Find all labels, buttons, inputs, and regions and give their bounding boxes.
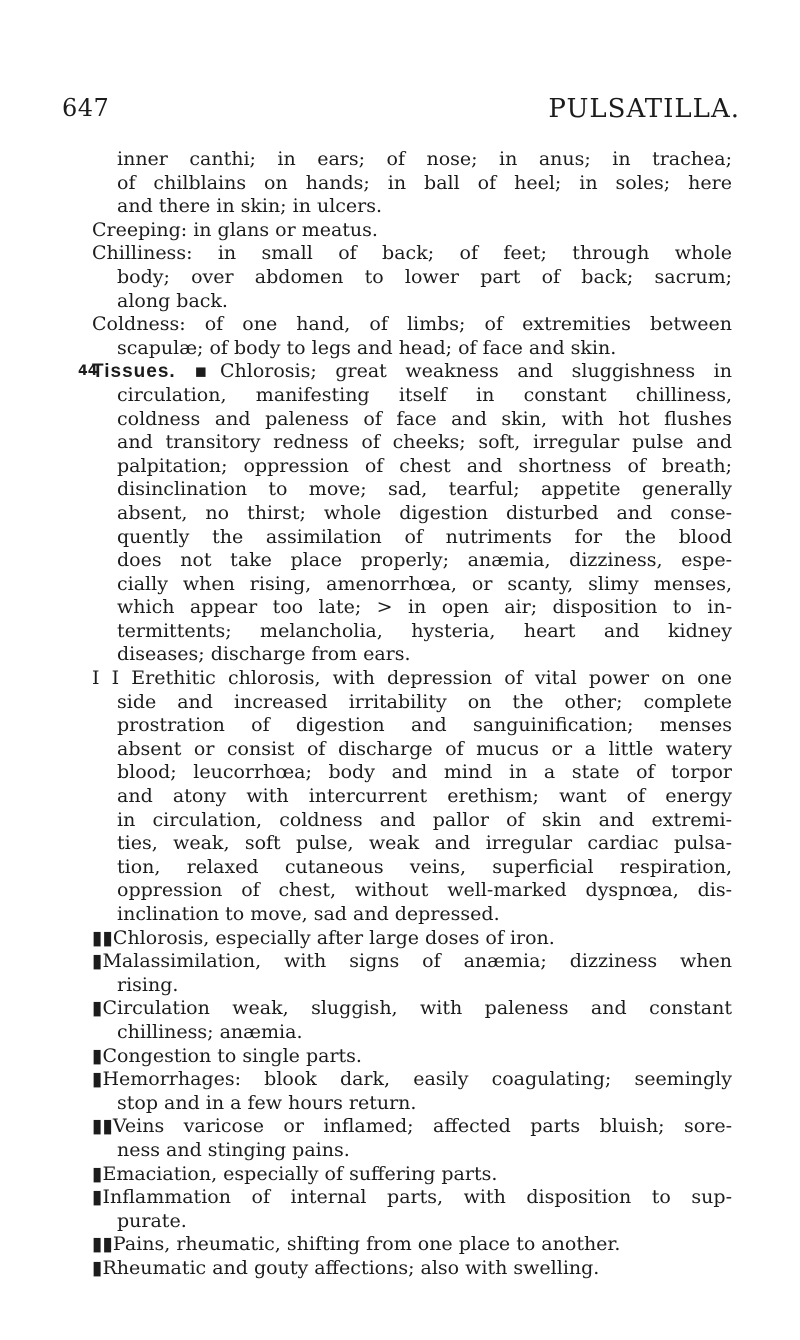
line-text: termittents; melancholia, hysteria, heart and kidney xyxy=(117,619,732,642)
line-text: ▮▮Chlorosis, especially after large doses of iron. xyxy=(92,926,555,949)
line-text: scapulæ; of body to legs and head; of face and skin. xyxy=(117,336,617,359)
line-text: cially when rising, amenorrhœa, or scanty, slimy menses, xyxy=(117,572,732,595)
line-text: prostration of digestion and sanguinification; menses xyxy=(117,714,732,737)
text-line xyxy=(92,997,732,1021)
text-line xyxy=(92,172,732,196)
line-text: absent, no thirst; whole digestion disturbed and conse- xyxy=(117,501,732,524)
text-line xyxy=(92,431,732,455)
line-text: ▮Congestion to single parts. xyxy=(92,1044,362,1067)
line-text: ▮Circulation weak, sluggish, with paleness and constant xyxy=(92,997,732,1020)
text-line xyxy=(92,809,732,833)
running-title: PULSATILLA. xyxy=(548,94,740,124)
line-text: ▮Rheumatic and gouty affections; also with swelling. xyxy=(92,1256,600,1279)
section-heading: Tissues. xyxy=(92,361,195,383)
text-line xyxy=(92,620,732,644)
text-line xyxy=(92,714,732,738)
line-text: circulation, manifesting itself in constant chilliness, xyxy=(117,383,732,406)
text-line xyxy=(92,219,732,243)
line-text: purate. xyxy=(117,1209,187,1232)
text-line xyxy=(92,455,732,479)
text-line xyxy=(92,1115,732,1139)
line-text: Chilliness: in small of back; of feet; through whole xyxy=(92,242,732,265)
page-header xyxy=(62,94,740,128)
text-line xyxy=(92,1021,732,1045)
text-line xyxy=(92,1257,732,1281)
text-line xyxy=(92,502,732,526)
text-line xyxy=(92,1045,732,1069)
text-line xyxy=(92,927,732,951)
text-line xyxy=(92,856,732,880)
text-line xyxy=(92,903,732,927)
line-text: ▮▮Pains, rheumatic, shifting from one place to another. xyxy=(92,1233,621,1256)
line-text: ▮▮Veins varicose or inflamed; affected parts bluish; sore- xyxy=(92,1115,732,1138)
line-text: and atony with intercurrent erethism; want of energy xyxy=(117,785,732,808)
text-line xyxy=(92,1068,732,1092)
text-line xyxy=(92,384,732,408)
line-text: inner canthi; in ears; of nose; in anus; in trachea; xyxy=(117,148,732,170)
text-line xyxy=(92,879,732,903)
margin-mark: 44 xyxy=(78,363,98,380)
text-line xyxy=(92,761,732,785)
line-text: chilliness; anæmia. xyxy=(117,1020,303,1043)
text-line xyxy=(92,738,732,762)
text-line xyxy=(92,785,732,809)
text-line xyxy=(92,290,732,314)
text-line xyxy=(92,596,732,620)
line-text: ness and stinging pains. xyxy=(117,1138,350,1161)
line-text: coldness and paleness of face and skin, with hot flushes xyxy=(117,407,732,430)
line-text: which appear too late; > in open air; disposition to in- xyxy=(117,596,732,619)
text-line xyxy=(92,1210,732,1234)
line-text: along back. xyxy=(117,289,228,312)
line-text: I I Erethitic chlorosis, with depression of vital power on one xyxy=(92,667,732,690)
line-text: rising. xyxy=(117,973,179,996)
text-line xyxy=(92,974,732,998)
line-text: and transitory redness of cheeks; soft, irregular pulse and xyxy=(117,431,732,454)
line-text: palpitation; oppression of chest and shortness of breath; xyxy=(117,454,732,477)
text-line xyxy=(92,549,732,573)
line-text: Creeping: in glans or meatus. xyxy=(92,218,378,241)
text-line xyxy=(92,242,732,266)
text-line xyxy=(92,526,732,550)
line-text: Coldness: of one hand, of limbs; of extremities between xyxy=(92,313,732,336)
text-line xyxy=(92,691,732,715)
text-line xyxy=(92,1139,732,1163)
line-text: oppression of chest, without well-marked dyspnœa, dis- xyxy=(117,879,732,902)
line-text: ▮Hemorrhages: blook dark, easily coagulating; seemingly xyxy=(92,1068,732,1091)
line-text: of chilblains on hands; in ball of heel; in soles; here xyxy=(117,171,732,194)
line-text: disinclination to move; sad, tearful; appetite generally xyxy=(117,478,732,501)
line-text: stop and in a few hours return. xyxy=(117,1091,417,1114)
line-text: body; over abdomen to lower part of back; sacrum; xyxy=(117,265,732,288)
line-text: inclination to move, sad and depressed. xyxy=(117,903,500,925)
text-line xyxy=(92,1186,732,1210)
line-text: absent or consist of discharge of mucus or a little watery xyxy=(117,737,732,760)
text-line xyxy=(92,1092,732,1116)
text-line xyxy=(92,1233,732,1257)
text-line xyxy=(92,148,732,172)
line-text: ▮Inflammation of internal parts, with disposition to sup- xyxy=(92,1186,732,1209)
text-line xyxy=(78,360,732,384)
line-text: quently the assimilation of nutriments for the blood xyxy=(117,525,732,548)
line-text: does not take place properly; anæmia, dizziness, espe- xyxy=(117,549,732,572)
text-line xyxy=(92,195,732,219)
text-line xyxy=(92,667,732,691)
text-line xyxy=(92,950,732,974)
text-line xyxy=(92,478,732,502)
line-text: and there in skin; in ulcers. xyxy=(117,195,383,218)
text-line xyxy=(92,643,732,667)
line-text: ▮Emaciation, especially of suffering parts. xyxy=(92,1162,498,1185)
text-line xyxy=(92,1163,732,1187)
line-text: in circulation, coldness and pallor of skin and extremi- xyxy=(117,808,732,831)
line-text: blood; leucorrhœa; body and mind in a state of torpor xyxy=(117,761,732,784)
text-line xyxy=(92,313,732,337)
text-line xyxy=(92,832,732,856)
page-number: 647 xyxy=(62,94,110,122)
line-text: diseases; discharge from ears. xyxy=(117,643,411,666)
line-text: ▮Malassimilation, with signs of anæmia; dizziness when xyxy=(92,950,732,973)
line-text: ▪Chlorosis; great weakness and sluggishness in xyxy=(194,360,732,383)
line-text: ties, weak, soft pulse, weak and irregular cardiac pulsa- xyxy=(117,832,732,855)
text-line xyxy=(92,573,732,597)
line-text: tion, relaxed cutaneous veins, superficial respiration, xyxy=(117,855,732,878)
text-line xyxy=(92,337,732,361)
body-text xyxy=(78,148,732,1281)
line-text: side and increased irritability on the other; complete xyxy=(117,690,732,713)
text-line xyxy=(92,266,732,290)
text-line xyxy=(92,408,732,432)
